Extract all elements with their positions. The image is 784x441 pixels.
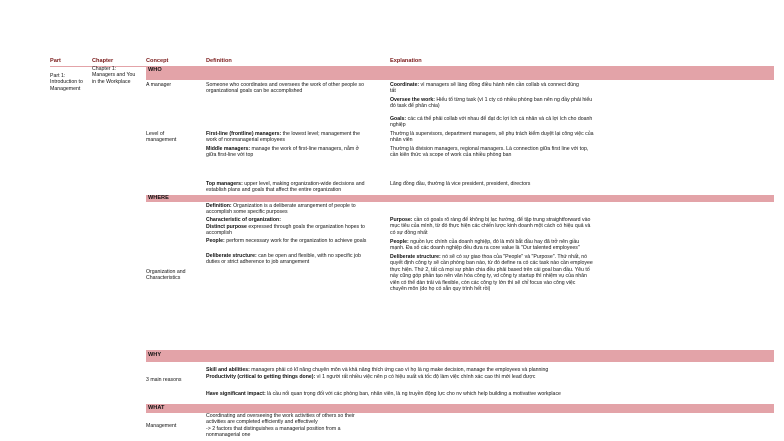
concept-reasons: 3 main reasons <box>146 377 182 383</box>
explanation-first-line: Thường là supervisors, department managers, sẽ phụ trách kiểm duyệt lại công việc của nhân viên <box>390 131 594 144</box>
purpose-text: expressed through goals the organization hopes to accomplish <box>206 224 365 237</box>
explanation-coordinate <box>390 82 630 95</box>
goals-label: Goals: <box>390 116 407 122</box>
coordinate-text: vì managers sẽ làng đồng điều hành nên cần collab và connect đúng tất <box>390 82 579 95</box>
impact-label: Have significant impact: <box>206 391 266 397</box>
exp-people-label: People: <box>390 239 409 245</box>
explanation-top: Lãng đồng đầu, thường là vice president, president, directors <box>390 181 531 187</box>
structure-text: can be open and flexible, with no specific job duties or strict adherence to job arrangement <box>206 253 361 266</box>
productivity-text: vì 1 người rất nhiều việc nên p có hiệu suất và tốc độ làm việc chính xác cao thì mới lead được <box>315 374 536 380</box>
section-band-where <box>146 195 774 202</box>
exp-structure-text: nó sẽ có sự giao thoa của "People" và "Purpose". Thứ nhất, nó quyết định công ty sẽ cần phòng ban nào, từ đó define ra có các task nào cần employee thực hiện. Thứ 2, tất cả mọi sự phân chia đều phải based trên cái goal ban đầu. Yêu tố này cũng góp phần tạo nên văn hóa công ty, vd công ty startup thì nhiệm vụ của nhân viên có thể dàn trải và flexible, còn các công ty lớn thì sẽ chỉ focus vào công việc chuyên môn (do họ có sẵn quy trình hết rồi) <box>390 254 593 293</box>
oversee-label: Oversee the work: <box>390 97 435 103</box>
structure-label: Deliberate structure: <box>206 253 257 259</box>
characteristics-heading <box>206 217 386 223</box>
definition-middle <box>206 146 386 159</box>
top-label: Top managers: <box>206 181 243 187</box>
part-cell: Part 1: Introduction to Management <box>50 73 83 92</box>
goals-text: các cá thể phải collab với nhau để đạt đc lợi ích cá nhân và cả lợi ích cho doanh nghiệp <box>390 116 593 129</box>
definition-organization <box>206 203 386 216</box>
section-label-who: WHO <box>148 67 162 73</box>
skills-text: managers phải có kĩ năng chuyên môn và khả năng thích ứng cao vì họ là ng make decision, manage the employees và planning <box>249 367 549 373</box>
productivity-label: Productivity (critical to getting things done): <box>206 374 316 380</box>
header-concept: Concept <box>146 58 169 64</box>
concept-management: Management <box>146 423 177 429</box>
impact-text: là cầu nối quan trọng đối với các phòng ban, nhân viên, là ng truyền động lực cho nv which help building a motivative workplace <box>265 391 561 397</box>
definition-structure <box>206 253 386 266</box>
middle-text: manage the work of first-line managers, nằm ở giữa first-line với top <box>206 146 360 159</box>
section-band-why <box>146 350 774 362</box>
exp-people-text: nguồn lực chính của doanh nghiệp, đó là môi bắt đầu hay đã trở nên giầu mạnh. Đa số các doanh nghiệp đều đưa ra core value là "Our talented employees" <box>390 239 580 252</box>
characteristics-label: Characteristic of organization: <box>206 217 281 223</box>
first-line-text: the lowest level; management the work of nonmanagerial employees <box>206 131 360 144</box>
explanation-goals <box>390 116 630 129</box>
purpose-label: Distinct purpose <box>206 224 247 230</box>
definition-top <box>206 181 386 194</box>
concept-manager: A manager <box>146 82 172 88</box>
top-text: upper level, making organization-wide decisions and establish plans and goals that affect the entire organization <box>206 181 365 194</box>
org-def-text: Organization is a deliberate arrangement of people to accomplish some specific purposes <box>206 203 356 216</box>
explanation-purpose <box>390 217 630 236</box>
middle-label: Middle managers: <box>206 146 251 152</box>
definition-manager: Someone who coordinates and oversees the work of other people so organizational goals can be accomplished <box>206 82 365 95</box>
people-label: People: <box>206 238 225 244</box>
section-label-why: WHY <box>148 352 162 358</box>
header-definition: Definition <box>206 58 232 64</box>
explanation-middle: Thường là division managers, regional managers. Là connection giữa first line với top, cần kiên thức và scope of work của nhiều phòng ban <box>390 146 589 159</box>
section-band-what <box>146 404 774 413</box>
section-label-where: WHERE <box>148 195 169 201</box>
reason-productivity <box>206 374 626 380</box>
concept-organization: Organization and Characteristics <box>146 269 186 282</box>
definition-management: Coordinating and overseeing the work activities of others so their activities are completed efficiently and effectively -> 2 factors that distinguishes a managerial position from a nonmanagerial one <box>206 413 355 439</box>
header-part: Part <box>50 58 61 64</box>
definition-purpose <box>206 224 386 237</box>
org-def-label: Definition: <box>206 203 232 209</box>
exp-structure-label: Deliberate structure: <box>390 254 441 260</box>
exp-purpose-text: cần có goals rõ ràng để không bị lạc hướng, để tập trung straightforward vào mục tiêu của mình, từ đó thực hiện các chiến lược kinh doanh một cách có hiệu quả và có sự đồng nhất <box>390 217 591 236</box>
people-text: perform necessary work for the organization to achieve goals <box>224 238 367 244</box>
explanation-oversee <box>390 97 630 110</box>
header-explanation: Explanation <box>390 58 422 64</box>
chapter-cell: Chapter 1: Managers and You in the Workplace <box>92 66 136 85</box>
concept-levels: Level of management <box>146 131 177 144</box>
skills-label: Skill and abilities: <box>206 367 250 373</box>
section-label-what: WHAT <box>148 405 165 411</box>
reason-skills <box>206 367 626 373</box>
first-line-label: First-line (frontline) managers: <box>206 131 282 137</box>
explanation-structure <box>390 254 630 292</box>
explanation-people <box>390 239 630 252</box>
definition-people <box>206 238 386 244</box>
header-chapter: Chapter <box>92 58 114 64</box>
reason-impact <box>206 391 626 397</box>
oversee-text: Hiểu tổ từng task (vì 1 cty có nhiều phòng ban nên ng đầy phải hiểu đó task để phân chia) <box>390 97 593 110</box>
definition-first-line <box>206 131 386 144</box>
section-band-who <box>146 67 774 80</box>
exp-purpose-label: Purpose: <box>390 217 413 223</box>
coordinate-label: Coordinate: <box>390 82 420 88</box>
